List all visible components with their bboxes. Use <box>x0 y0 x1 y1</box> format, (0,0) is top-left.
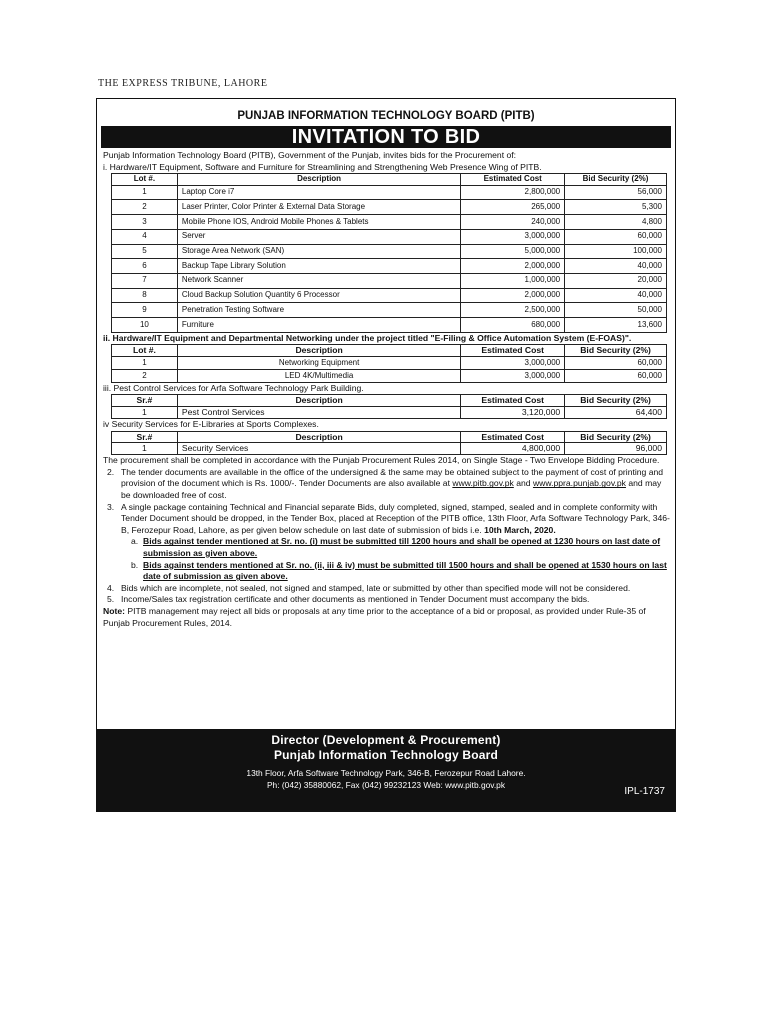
bid-security: 5,300 <box>565 200 667 215</box>
header-estimated-cost: Estimated Cost <box>461 174 565 186</box>
description: Network Scanner <box>177 273 460 288</box>
description: Networking Equipment <box>177 356 460 369</box>
estimated-cost: 680,000 <box>461 317 565 332</box>
section-3-title: iii. Pest Control Services for Arfa Software Technology Park Building. <box>103 382 364 393</box>
term-text: The tender documents are available in the office of the undersigned & the same may be obtained subject to the payment of cost of printing and provision of the document which is Rs. 1000/-. Tender Documents are also available at <box>121 466 664 489</box>
bid-security: 96,000 <box>565 443 667 455</box>
header-description: Description <box>177 174 460 186</box>
director-title: Director (Development & Procurement) <box>271 733 501 747</box>
lot-number: 9 <box>112 303 178 318</box>
bid-security: 56,000 <box>565 185 667 200</box>
estimated-cost: 1,000,000 <box>461 273 565 288</box>
sub-label: a. <box>131 536 139 547</box>
bid-security: 40,000 <box>565 288 667 303</box>
estimated-cost: 2,500,000 <box>461 303 565 318</box>
header-estimated-cost: Estimated Cost <box>461 395 565 407</box>
term-text: Bids which are incomplete, not sealed, not signed and stamped, late or submitted by other than specified mode will not be considered. <box>121 582 631 593</box>
term-3a <box>121 536 671 559</box>
table-row <box>112 288 667 303</box>
term-4 <box>103 583 671 595</box>
table-header-row <box>112 431 667 443</box>
estimated-cost: 265,000 <box>461 200 565 215</box>
term-text: Income/Sales tax registration certificate and other documents as mentioned in Tender Document must accompany the bids. <box>121 594 590 605</box>
term-text: A single package containing Technical and Financial separate Bids, duly completed, signed, stamped, sealed and in complete conformity with Tender Document should be dropped, in the Tender Box, placed at Reception of the PITB office, 13th Floor, Arfa Software Technology Park, 346-B, Ferozepur Road, Lahore, as per given below schedule on last date of submission of bids i.e. <box>121 501 670 535</box>
ad-content <box>97 148 675 629</box>
table-header-row <box>112 174 667 186</box>
section-1-table <box>111 173 667 332</box>
description: Cloud Backup Solution Quantity 6 Processor <box>177 288 460 303</box>
header-bid-security: Bid Security (2%) <box>565 395 667 407</box>
description: Storage Area Network (SAN) <box>177 244 460 259</box>
bid-security: 4,800 <box>565 215 667 230</box>
address: 13th Floor, Arfa Software Technology Park, 346-B, Ferozepur Road Lahore. <box>246 768 526 778</box>
estimated-cost: 2,000,000 <box>461 288 565 303</box>
table-row <box>112 200 667 215</box>
header-description: Description <box>177 345 460 357</box>
newspaper-name: THE EXPRESS TRIBUNE, LAHORE <box>98 78 268 89</box>
board-name: Punjab Information Technology Board <box>273 748 499 762</box>
header-description: Description <box>177 431 460 443</box>
header-description: Description <box>177 395 460 407</box>
estimated-cost: 3,000,000 <box>461 369 565 382</box>
bid-security: 60,000 <box>565 229 667 244</box>
header-bid-security: Bid Security (2%) <box>565 431 667 443</box>
term-number: 2. <box>107 466 115 477</box>
header-bid-security: Bid Security (2%) <box>565 345 667 357</box>
bid-security: 60,000 <box>565 356 667 369</box>
lot-number: 2 <box>112 369 178 382</box>
pitb-link[interactable]: www.pitb.gov.pk <box>452 478 514 489</box>
organization-title: PUNJAB INFORMATION TECHNOLOGY BOARD (PITB) <box>237 110 535 122</box>
table-header-row <box>112 345 667 357</box>
table-header-row <box>112 395 667 407</box>
estimated-cost: 2,800,000 <box>461 185 565 200</box>
estimated-cost: 3,120,000 <box>461 407 565 419</box>
term-number: 3. <box>107 501 115 512</box>
tender-advertisement <box>96 98 676 812</box>
lot-number: 6 <box>112 259 178 274</box>
description: Laptop Core i7 <box>177 185 460 200</box>
term-number: 4. <box>107 582 115 593</box>
lot-number: 2 <box>112 200 178 215</box>
lot-number: 5 <box>112 244 178 259</box>
bid-security: 64,400 <box>565 407 667 419</box>
lot-number: 8 <box>112 288 178 303</box>
description: Mobile Phone IOS, Android Mobile Phones & Tablets <box>177 215 460 230</box>
header-estimated-cost: Estimated Cost <box>461 431 565 443</box>
description: Penetration Testing Software <box>177 303 460 318</box>
note-text <box>103 606 671 629</box>
section-2-title: ii. Hardware/IT Equipment and Departmental Networking under the project titled "E-Filing & Office Automation System (E-FOAS)". <box>103 332 632 343</box>
lot-number: 3 <box>112 215 178 230</box>
header-sr: Sr.# <box>112 395 178 407</box>
table-row <box>112 407 667 419</box>
description: LED 4K/Multimedia <box>177 369 460 382</box>
note-body: PITB management may reject all bids or proposals at any time prior to the acceptance of a bid or proposal, as provided under Rule-35 of Punjab Procurement Rules, 2014. <box>103 605 646 628</box>
bid-security: 20,000 <box>565 273 667 288</box>
header-lot: Lot #. <box>112 174 178 186</box>
terms-list <box>103 467 671 606</box>
estimated-cost: 5,000,000 <box>461 244 565 259</box>
invitation-banner: INVITATION TO BID <box>101 126 671 148</box>
table-row <box>112 215 667 230</box>
estimated-cost: 3,000,000 <box>461 229 565 244</box>
bid-security: 100,000 <box>565 244 667 259</box>
estimated-cost: 3,000,000 <box>461 356 565 369</box>
section-4-table <box>111 431 667 456</box>
term-3 <box>103 502 671 583</box>
table-row <box>112 303 667 318</box>
lot-number: 7 <box>112 273 178 288</box>
description: Pest Control Services <box>177 407 460 419</box>
table-row <box>112 273 667 288</box>
table-row <box>112 244 667 259</box>
bid-security: 60,000 <box>565 369 667 382</box>
table-row <box>112 356 667 369</box>
bid-security: 13,600 <box>565 317 667 332</box>
bid-security: 40,000 <box>565 259 667 274</box>
term-5 <box>103 594 671 606</box>
header-bid-security: Bid Security (2%) <box>565 174 667 186</box>
lot-number: 10 <box>112 317 178 332</box>
table-row <box>112 229 667 244</box>
section-3-table <box>111 394 667 419</box>
note-label: Note: <box>103 605 125 616</box>
footer-banner <box>97 729 675 811</box>
description: Server <box>177 229 460 244</box>
sr-number: 1 <box>112 407 178 419</box>
table-row <box>112 185 667 200</box>
description: Security Services <box>177 443 460 455</box>
description: Backup Tape Library Solution <box>177 259 460 274</box>
table-row <box>112 317 667 332</box>
table-row <box>112 259 667 274</box>
term-2 <box>103 467 671 502</box>
section-1-title: i. Hardware/IT Equipment, Software and Furniture for Streamlining and Strengthening Web Presence Wing of PITB. <box>103 161 542 172</box>
lot-number: 4 <box>112 229 178 244</box>
submission-date: 10th March, 2020. <box>484 524 556 535</box>
header-sr: Sr.# <box>112 431 178 443</box>
estimated-cost: 4,800,000 <box>461 443 565 455</box>
estimated-cost: 2,000,000 <box>461 259 565 274</box>
term-tail: and may be downloaded free of cost. <box>121 478 662 500</box>
section-4-title: iv Security Services for E-Libraries at Sports Complexes. <box>103 419 319 430</box>
and-text: and <box>516 478 531 489</box>
lot-number: 1 <box>112 356 178 369</box>
bid-security: 50,000 <box>565 303 667 318</box>
procurement-text: The procurement shall be completed in accordance with the Punjab Procurement Rules 2014, on Single Stage - Two Envelope Bidding Procedure. <box>103 455 660 466</box>
lot-number: 1 <box>112 185 178 200</box>
sub-text: Bids against tenders mentioned at Sr. no. (ii, iii & iv) must be submitted till 1500 hours and shall be opened at 1530 hours on last date of submission as given above. <box>143 559 667 582</box>
ipl-code: IPL-1737 <box>624 786 665 797</box>
contact-info: Ph: (042) 35880062, Fax (042) 99232123 Web: www.pitb.gov.pk <box>266 780 506 790</box>
ppra-link[interactable]: www.ppra.punjab.gov.pk <box>532 478 626 489</box>
estimated-cost: 240,000 <box>461 215 565 230</box>
description: Laser Printer, Color Printer & External Data Storage <box>177 200 460 215</box>
intro-text: Punjab Information Technology Board (PITB), Government of the Punjab, invites bids for the Procurement of: <box>103 150 517 160</box>
description: Furniture <box>177 317 460 332</box>
term-number: 5. <box>107 594 115 605</box>
table-row <box>112 369 667 382</box>
term-3b <box>121 560 671 583</box>
sub-label: b. <box>131 559 139 570</box>
header-estimated-cost: Estimated Cost <box>461 345 565 357</box>
section-2-table <box>111 344 667 383</box>
sr-number: 1 <box>112 443 178 455</box>
sub-text: Bids against tender mentioned at Sr. no. (i) must be submitted till 1200 hours and shall be opened at 1230 hours on last date of submission as given above. <box>143 536 661 558</box>
table-row <box>112 443 667 455</box>
header-lot: Lot #. <box>112 345 178 357</box>
